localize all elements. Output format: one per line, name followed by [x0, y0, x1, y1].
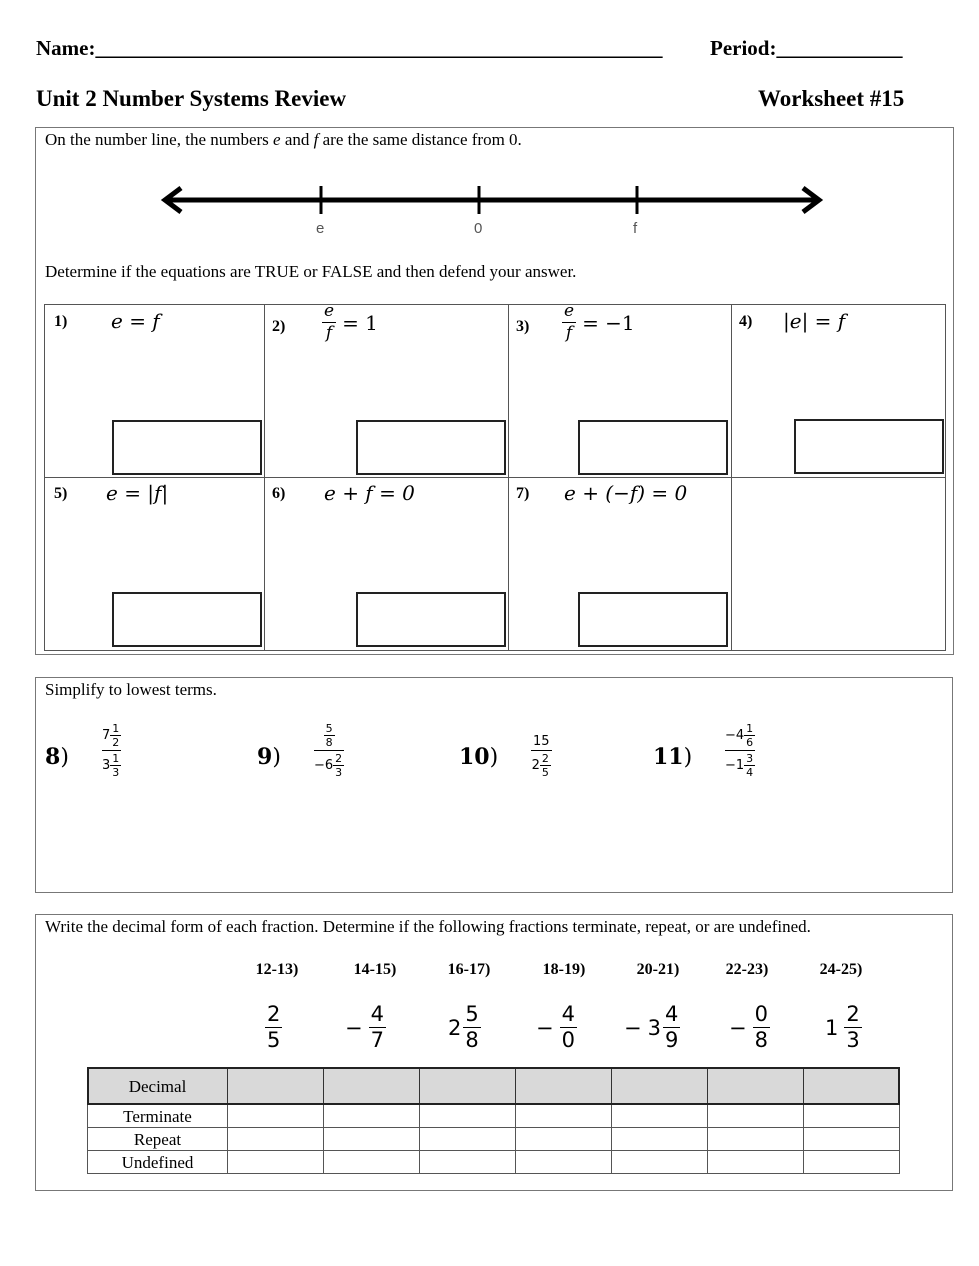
whole: −4 [725, 728, 745, 743]
fraction-denominator: f [565, 323, 573, 343]
mixed-number [102, 753, 121, 778]
problem-number: 5) [54, 485, 68, 502]
numerator: 3 [746, 752, 754, 765]
problem-expression: |e| = f [783, 309, 846, 333]
answer-cell-undefined[interactable] [707, 1150, 804, 1174]
answer-table [87, 1067, 900, 1174]
sign: − [536, 1015, 554, 1040]
intro-text-2: and [280, 130, 314, 149]
intro-var-e: e [273, 130, 281, 149]
number-line [155, 180, 835, 220]
column-fraction [448, 1004, 481, 1051]
answer-cell-terminate[interactable] [515, 1104, 612, 1128]
numerator: 2 [267, 1002, 281, 1026]
denominator: 8 [754, 1028, 768, 1052]
column-fraction [624, 1004, 680, 1051]
column-fraction [825, 1004, 862, 1051]
equation-rhs: = 1 [342, 310, 378, 335]
problem-number-digit: 11 [653, 744, 684, 770]
column-fraction [265, 1004, 282, 1051]
answer-box-4[interactable] [794, 419, 944, 474]
answer-cell-repeat[interactable] [323, 1127, 420, 1151]
numerator: 2 [541, 752, 549, 765]
equation-rhs: = −1 [582, 310, 635, 335]
name-label-text: Name: [36, 36, 96, 60]
mixed-number [725, 753, 755, 778]
answer-cell-undefined[interactable] [419, 1150, 516, 1174]
answer-cell-undefined[interactable] [515, 1150, 612, 1174]
fraction-numerator: e [324, 301, 335, 321]
sign: − [345, 1015, 363, 1040]
answer-cell-repeat[interactable] [707, 1127, 804, 1151]
column-header: 20-21) [636, 961, 680, 978]
fraction-bar [725, 750, 755, 751]
column-header: 12-13) [255, 961, 299, 978]
fraction [102, 723, 121, 778]
tick-label-f: f [633, 220, 638, 237]
fraction [369, 1004, 386, 1051]
fraction-bar [102, 750, 121, 751]
problem-number-paren: ) [683, 745, 693, 770]
problem-number [257, 744, 281, 770]
fraction [753, 1004, 770, 1051]
fraction-bar [531, 750, 552, 751]
answer-cell-terminate[interactable] [803, 1104, 900, 1128]
decimal-row-outline [87, 1067, 900, 1105]
problem-number: 2) [272, 318, 286, 335]
numerator: 2 [846, 1002, 860, 1026]
complex-fraction [102, 723, 121, 778]
complex-fraction [725, 723, 755, 778]
problem-number-paren: ) [489, 745, 499, 770]
section1-intro [45, 130, 522, 150]
fraction [463, 1004, 480, 1051]
row-label: Repeat [87, 1127, 228, 1151]
problem-expression: e = |f| [106, 481, 169, 505]
complex-fraction [531, 735, 552, 778]
name-line[interactable]: ______________________________________________________ [95, 36, 663, 60]
denominator: 5 [267, 1028, 281, 1052]
fraction [663, 1004, 680, 1051]
section2-instruction: Simplify to lowest terms. [45, 680, 217, 699]
fraction [333, 753, 344, 778]
intro-text-1: On the number line, the numbers [45, 130, 274, 149]
fraction [725, 723, 755, 778]
fraction [110, 723, 121, 748]
tick-label-zero: 0 [474, 220, 483, 237]
denominator: 0 [561, 1028, 575, 1052]
tick-label-e: e [316, 220, 325, 237]
problem-number-digit: 9 [257, 744, 273, 770]
column-fraction [536, 1004, 577, 1051]
intro-var-f: f [313, 130, 319, 149]
problem-number: 1) [54, 313, 68, 330]
fraction [110, 753, 121, 778]
numerator: 5 [465, 1002, 479, 1026]
problem-number [653, 744, 692, 770]
problem-expression: e + (−f) = 0 [564, 481, 688, 505]
whole: 2 [448, 1015, 462, 1040]
answer-cell-undefined[interactable] [803, 1150, 900, 1174]
denominator: 8 [325, 736, 333, 749]
fraction [560, 1004, 577, 1051]
denominator: 3 [112, 766, 120, 779]
problem-expression: e + f = 0 [324, 481, 415, 505]
column-fraction [345, 1004, 386, 1051]
problem-number: 3) [516, 318, 530, 335]
problem-number-digit: 10 [459, 744, 490, 770]
period-label [710, 36, 902, 61]
column-header: 22-23) [725, 961, 769, 978]
numerator: 4 [664, 1002, 679, 1026]
answer-cell-repeat[interactable] [611, 1127, 708, 1151]
problem-expression [322, 303, 378, 342]
intro-text-3: are the same distance from 0. [318, 130, 522, 149]
worksheet-number: Worksheet #15 [758, 86, 905, 111]
denominator: 4 [746, 766, 754, 779]
problem-number-paren: ) [60, 745, 69, 770]
answer-cell-repeat[interactable] [515, 1127, 612, 1151]
column-header: 14-15) [353, 961, 397, 978]
fraction [322, 303, 336, 342]
answer-cell-undefined[interactable] [611, 1150, 708, 1174]
problem-number-digit: 8 [45, 744, 61, 770]
answer-cell-undefined[interactable] [323, 1150, 420, 1174]
numerator: 15 [533, 734, 550, 749]
row-label: Undefined [87, 1150, 228, 1174]
problem-number [459, 744, 498, 770]
section1-instruction: Determine if the equations are TRUE or FALSE and then defend your answer. [45, 262, 577, 281]
answer-box-1[interactable] [112, 420, 262, 475]
complex-fraction [314, 723, 344, 778]
denominator: 3 [335, 766, 343, 779]
column-header: 16-17) [447, 961, 491, 978]
answer-cell-terminate[interactable] [227, 1104, 324, 1128]
answer-box-6[interactable] [356, 592, 506, 647]
period-label-text: Period: [710, 36, 777, 60]
answer-cell-repeat[interactable] [419, 1127, 516, 1151]
fraction-numerator: e [564, 301, 575, 321]
problem-number: 7) [516, 485, 530, 502]
sign: − [729, 1015, 747, 1040]
answer-cell-repeat[interactable] [803, 1127, 900, 1151]
fraction-bar [314, 750, 344, 751]
mixed-number [102, 723, 121, 748]
numerator: 0 [754, 1002, 768, 1026]
answer-cell-repeat[interactable] [227, 1127, 324, 1151]
page-title: Unit 2 Number Systems Review [36, 86, 347, 111]
denominator: 7 [370, 1028, 384, 1052]
fraction [562, 303, 576, 342]
answer-box-3[interactable] [578, 420, 728, 475]
denominator: 6 [746, 736, 754, 749]
row-label: Terminate [87, 1104, 228, 1128]
answer-cell-undefined[interactable] [227, 1150, 324, 1174]
answer-box-2[interactable] [356, 420, 506, 475]
column-header: 18-19) [542, 961, 586, 978]
numerator: 2 [335, 752, 343, 765]
answer-cell-terminate[interactable] [419, 1104, 516, 1128]
problem-number: 6) [272, 485, 286, 502]
denominator: 2 [112, 736, 120, 749]
fraction [324, 723, 335, 748]
whole: 3 [102, 758, 111, 773]
denominator: 5 [541, 766, 549, 779]
fraction [531, 735, 552, 778]
numerator: 1 [746, 722, 754, 735]
answer-cell-terminate[interactable] [611, 1104, 708, 1128]
denominator: 3 [846, 1028, 860, 1052]
row-label: Decimal [87, 1067, 228, 1105]
fraction [744, 723, 755, 748]
answer-box-7[interactable] [578, 592, 728, 647]
name-label [36, 36, 662, 61]
whole: 7 [102, 728, 111, 743]
answer-box-5[interactable] [112, 592, 262, 647]
column-header: 24-25) [819, 961, 863, 978]
answer-cell-terminate[interactable] [707, 1104, 804, 1128]
section-simplify [35, 677, 953, 893]
answer-cell-terminate[interactable] [323, 1104, 420, 1128]
mixed-number [532, 753, 551, 778]
mixed-number [725, 723, 755, 748]
whole: −1 [725, 758, 745, 773]
fraction [540, 753, 551, 778]
fraction [844, 1004, 861, 1051]
whole: 3 [647, 1015, 661, 1040]
denominator: 8 [465, 1028, 479, 1052]
problem-cell-empty [731, 477, 946, 651]
fraction [744, 753, 755, 778]
problem-number-paren: ) [272, 745, 281, 770]
section3-instruction: Write the decimal form of each fraction. Determine if the following fractions terminate, repeat, or are undefined. [45, 917, 811, 936]
problem-number: 4) [739, 313, 753, 330]
problem-number [45, 744, 69, 770]
whole: −6 [314, 758, 334, 773]
problem-expression: e = f [111, 309, 160, 333]
numerator: 1 [112, 752, 120, 765]
numerator: 4 [561, 1002, 575, 1026]
fraction [314, 723, 344, 778]
denominator: 9 [664, 1028, 679, 1052]
numerator: 1 [112, 722, 120, 735]
mixed-number [314, 753, 344, 778]
numerator: 5 [325, 722, 333, 735]
whole: 1 [825, 1015, 839, 1040]
whole: 2 [531, 758, 540, 773]
period-line[interactable]: ____________ [776, 36, 903, 60]
problem-expression [562, 303, 635, 342]
fraction-denominator: f [325, 323, 333, 343]
sign: − [624, 1015, 642, 1040]
column-fraction [729, 1004, 770, 1051]
fraction [265, 1004, 282, 1051]
numerator: 4 [370, 1002, 384, 1026]
